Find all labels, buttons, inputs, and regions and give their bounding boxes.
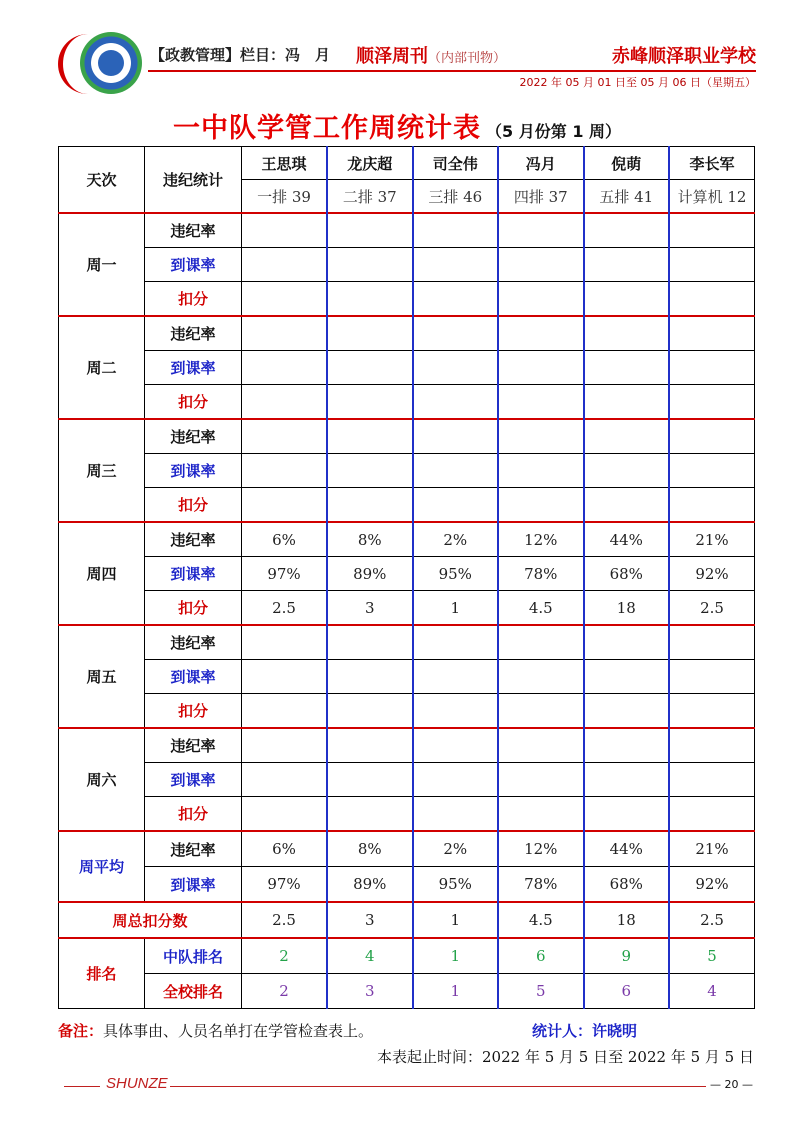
value-cell — [327, 625, 413, 660]
value-cell — [498, 797, 584, 832]
value-cell: 3 — [327, 974, 413, 1009]
day-label: 周一 — [59, 213, 145, 316]
day-row — [59, 419, 755, 454]
teacher-name: 李长军 — [669, 147, 755, 180]
value-cell — [242, 488, 328, 523]
value-cell: 97% — [242, 557, 328, 591]
value-cell — [413, 351, 499, 385]
value-cell — [242, 282, 328, 317]
value-cell — [327, 488, 413, 523]
title-sub: （5 月份第 1 周） — [486, 122, 622, 141]
value-cell: 1 — [413, 974, 499, 1009]
value-cell — [498, 419, 584, 454]
value-cell — [413, 488, 499, 523]
value-cell — [498, 488, 584, 523]
metric-label: 到课率 — [145, 454, 242, 488]
value-cell — [327, 351, 413, 385]
value-cell — [584, 213, 670, 248]
teacher-name: 冯月 — [498, 147, 584, 180]
value-cell — [498, 625, 584, 660]
page-number: — 20 — — [710, 1078, 753, 1091]
journal-name — [356, 42, 506, 68]
day-row — [59, 591, 755, 626]
avg-row — [59, 867, 755, 903]
avg-label: 周平均 — [59, 831, 145, 902]
value-cell — [669, 351, 755, 385]
day-label: 周二 — [59, 316, 145, 419]
metric-label: 违纪率 — [145, 316, 242, 351]
total-row — [59, 902, 755, 938]
value-cell: 89% — [327, 867, 413, 903]
value-cell: 8% — [327, 522, 413, 557]
value-cell — [242, 385, 328, 420]
value-cell — [327, 728, 413, 763]
metric-label: 扣分 — [145, 488, 242, 523]
teacher-name: 王思琪 — [242, 147, 328, 180]
journal-title: 顺泽周刊 — [356, 46, 428, 67]
remark-text: 具体事由、人员名单打在学管检查表上。 — [103, 1022, 374, 1040]
corner-day: 天次 — [59, 147, 145, 214]
value-cell — [669, 419, 755, 454]
value-cell: 44% — [584, 522, 670, 557]
value-cell — [327, 385, 413, 420]
value-cell — [413, 694, 499, 729]
value-cell — [242, 625, 328, 660]
column-tag: 【政教管理】 — [150, 46, 241, 64]
metric-label: 扣分 — [145, 591, 242, 626]
class-label: 计算机 12 — [669, 180, 755, 214]
avg-row — [59, 831, 755, 867]
day-row — [59, 282, 755, 317]
metric-label: 到课率 — [145, 248, 242, 282]
journal-note: （内部刊物） — [428, 51, 507, 66]
value-cell: 5 — [669, 938, 755, 974]
value-cell — [584, 660, 670, 694]
value-cell: 1 — [413, 938, 499, 974]
column-info — [150, 44, 330, 65]
value-cell: 2.5 — [242, 902, 328, 938]
value-cell — [498, 213, 584, 248]
value-cell — [413, 316, 499, 351]
day-row — [59, 625, 755, 660]
value-cell: 78% — [498, 557, 584, 591]
footer-brand: SHUNZE — [106, 1075, 168, 1092]
value-cell — [669, 282, 755, 317]
value-cell — [327, 660, 413, 694]
value-cell — [242, 213, 328, 248]
value-cell — [584, 351, 670, 385]
value-cell — [669, 385, 755, 420]
day-row — [59, 248, 755, 282]
value-cell: 4.5 — [498, 902, 584, 938]
value-cell — [242, 660, 328, 694]
value-cell — [327, 248, 413, 282]
value-cell: 68% — [584, 557, 670, 591]
period-text: 本表起止时间：2022 年 5 月 5 日至 2022 年 5 月 5 日 — [377, 1048, 754, 1066]
value-cell — [242, 351, 328, 385]
value-cell — [669, 728, 755, 763]
value-cell — [669, 213, 755, 248]
metric-label: 违纪率 — [145, 522, 242, 557]
metric-label: 扣分 — [145, 694, 242, 729]
header-row — [59, 147, 755, 180]
value-cell: 2 — [242, 938, 328, 974]
value-cell — [242, 248, 328, 282]
value-cell: 4 — [327, 938, 413, 974]
day-row — [59, 454, 755, 488]
rank-row — [59, 938, 755, 974]
day-row — [59, 694, 755, 729]
value-cell — [242, 454, 328, 488]
value-cell — [327, 316, 413, 351]
metric-label: 扣分 — [145, 282, 242, 317]
weekly-stats-table — [58, 146, 755, 1009]
value-cell: 95% — [413, 557, 499, 591]
class-label: 五排 41 — [584, 180, 670, 214]
value-cell — [242, 316, 328, 351]
value-cell — [584, 763, 670, 797]
value-cell — [413, 660, 499, 694]
class-label: 四排 37 — [498, 180, 584, 214]
column-label: 栏目：冯 月 — [240, 46, 331, 64]
value-cell: 1 — [413, 591, 499, 626]
metric-label: 到课率 — [145, 660, 242, 694]
value-cell: 12% — [498, 831, 584, 867]
day-row — [59, 351, 755, 385]
class-label: 三排 46 — [413, 180, 499, 214]
value-cell: 2.5 — [242, 591, 328, 626]
value-cell — [327, 694, 413, 729]
remark — [58, 1020, 373, 1041]
value-cell — [327, 419, 413, 454]
day-row — [59, 213, 755, 248]
value-cell — [413, 728, 499, 763]
day-label: 周六 — [59, 728, 145, 831]
value-cell: 2.5 — [669, 902, 755, 938]
value-cell — [498, 248, 584, 282]
value-cell: 18 — [584, 591, 670, 626]
value-cell — [327, 763, 413, 797]
value-cell — [327, 213, 413, 248]
value-cell — [327, 282, 413, 317]
value-cell — [242, 763, 328, 797]
value-cell: 3 — [327, 591, 413, 626]
school-logo-icon — [80, 32, 146, 98]
value-cell — [327, 797, 413, 832]
total-label: 周总扣分数 — [59, 902, 242, 938]
value-cell — [669, 797, 755, 832]
value-cell — [413, 213, 499, 248]
metric-label: 扣分 — [145, 385, 242, 420]
value-cell: 44% — [584, 831, 670, 867]
value-cell — [584, 728, 670, 763]
value-cell — [584, 488, 670, 523]
value-cell: 92% — [669, 557, 755, 591]
value-cell: 6 — [584, 974, 670, 1009]
value-cell: 92% — [669, 867, 755, 903]
metric-label: 到课率 — [145, 351, 242, 385]
value-cell — [498, 660, 584, 694]
value-cell — [413, 282, 499, 317]
page-header — [56, 30, 756, 94]
value-cell — [584, 248, 670, 282]
value-cell — [498, 282, 584, 317]
footer-line-right — [170, 1086, 706, 1087]
value-cell — [584, 385, 670, 420]
statistician: 统计人：许晓明 — [532, 1022, 638, 1040]
value-cell — [242, 728, 328, 763]
day-label: 周三 — [59, 419, 145, 522]
footer-line-left — [64, 1086, 100, 1087]
value-cell — [327, 454, 413, 488]
value-cell: 95% — [413, 867, 499, 903]
value-cell — [498, 316, 584, 351]
metric-label: 到课率 — [145, 557, 242, 591]
value-cell — [413, 763, 499, 797]
metric-label: 违纪率 — [145, 419, 242, 454]
value-cell: 2 — [242, 974, 328, 1009]
value-cell: 4 — [669, 974, 755, 1009]
teacher-name: 龙庆超 — [327, 147, 413, 180]
metric-label: 扣分 — [145, 797, 242, 832]
value-cell: 4.5 — [498, 591, 584, 626]
value-cell: 2.5 — [669, 591, 755, 626]
value-cell — [584, 797, 670, 832]
value-cell — [584, 282, 670, 317]
day-label: 周四 — [59, 522, 145, 625]
value-cell — [669, 454, 755, 488]
day-row — [59, 522, 755, 557]
value-cell — [498, 694, 584, 729]
value-cell — [584, 316, 670, 351]
value-cell: 3 — [327, 902, 413, 938]
day-row — [59, 797, 755, 832]
day-label: 周五 — [59, 625, 145, 728]
metric-label: 到课率 — [145, 867, 242, 903]
value-cell — [584, 625, 670, 660]
value-cell — [242, 419, 328, 454]
value-cell — [584, 419, 670, 454]
value-cell — [498, 763, 584, 797]
value-cell: 21% — [669, 522, 755, 557]
value-cell — [242, 797, 328, 832]
corner-stat: 违纪统计 — [145, 147, 242, 214]
value-cell — [498, 728, 584, 763]
value-cell — [413, 625, 499, 660]
value-cell — [413, 454, 499, 488]
value-cell — [498, 454, 584, 488]
school-rank-label: 全校排名 — [145, 974, 242, 1009]
value-cell: 8% — [327, 831, 413, 867]
value-cell — [669, 488, 755, 523]
value-cell — [669, 248, 755, 282]
metric-label: 违纪率 — [145, 831, 242, 867]
title-main: 一中队学管工作周统计表 — [172, 113, 481, 144]
value-cell: 18 — [584, 902, 670, 938]
value-cell — [584, 694, 670, 729]
value-cell: 1 — [413, 902, 499, 938]
class-label: 二排 37 — [327, 180, 413, 214]
day-row — [59, 488, 755, 523]
value-cell — [584, 454, 670, 488]
teacher-name: 倪萌 — [584, 147, 670, 180]
metric-label: 违纪率 — [145, 625, 242, 660]
metric-label: 到课率 — [145, 763, 242, 797]
value-cell: 12% — [498, 522, 584, 557]
rank-row — [59, 974, 755, 1009]
value-cell — [413, 797, 499, 832]
day-row — [59, 385, 755, 420]
metric-label: 违纪率 — [145, 728, 242, 763]
value-cell: 2% — [413, 522, 499, 557]
header-divider — [148, 70, 756, 72]
teacher-name: 司全伟 — [413, 147, 499, 180]
day-row — [59, 316, 755, 351]
value-cell: 89% — [327, 557, 413, 591]
class-label: 一排 39 — [242, 180, 328, 214]
value-cell — [413, 385, 499, 420]
value-cell — [498, 351, 584, 385]
value-cell — [413, 248, 499, 282]
value-cell: 21% — [669, 831, 755, 867]
value-cell: 78% — [498, 867, 584, 903]
metric-label: 违纪率 — [145, 213, 242, 248]
value-cell: 6% — [242, 522, 328, 557]
value-cell: 97% — [242, 867, 328, 903]
value-cell: 6 — [498, 938, 584, 974]
value-cell: 9 — [584, 938, 670, 974]
value-cell — [669, 763, 755, 797]
squad-rank-label: 中队排名 — [145, 938, 242, 974]
value-cell: 2% — [413, 831, 499, 867]
rank-label: 排名 — [59, 938, 145, 1009]
value-cell — [669, 660, 755, 694]
value-cell — [669, 316, 755, 351]
value-cell: 6% — [242, 831, 328, 867]
value-cell — [413, 419, 499, 454]
remark-key: 备注： — [58, 1022, 104, 1040]
value-cell — [669, 625, 755, 660]
value-cell — [669, 694, 755, 729]
value-cell — [498, 385, 584, 420]
day-row — [59, 728, 755, 763]
issue-date: 2022 年 05 月 01 日至 05 月 06 日（星期五） — [519, 76, 756, 89]
day-row — [59, 763, 755, 797]
page-title — [0, 106, 794, 145]
value-cell: 68% — [584, 867, 670, 903]
day-row — [59, 660, 755, 694]
value-cell — [242, 694, 328, 729]
school-name: 赤峰顺泽职业学校 — [612, 46, 756, 67]
day-row — [59, 557, 755, 591]
value-cell: 5 — [498, 974, 584, 1009]
